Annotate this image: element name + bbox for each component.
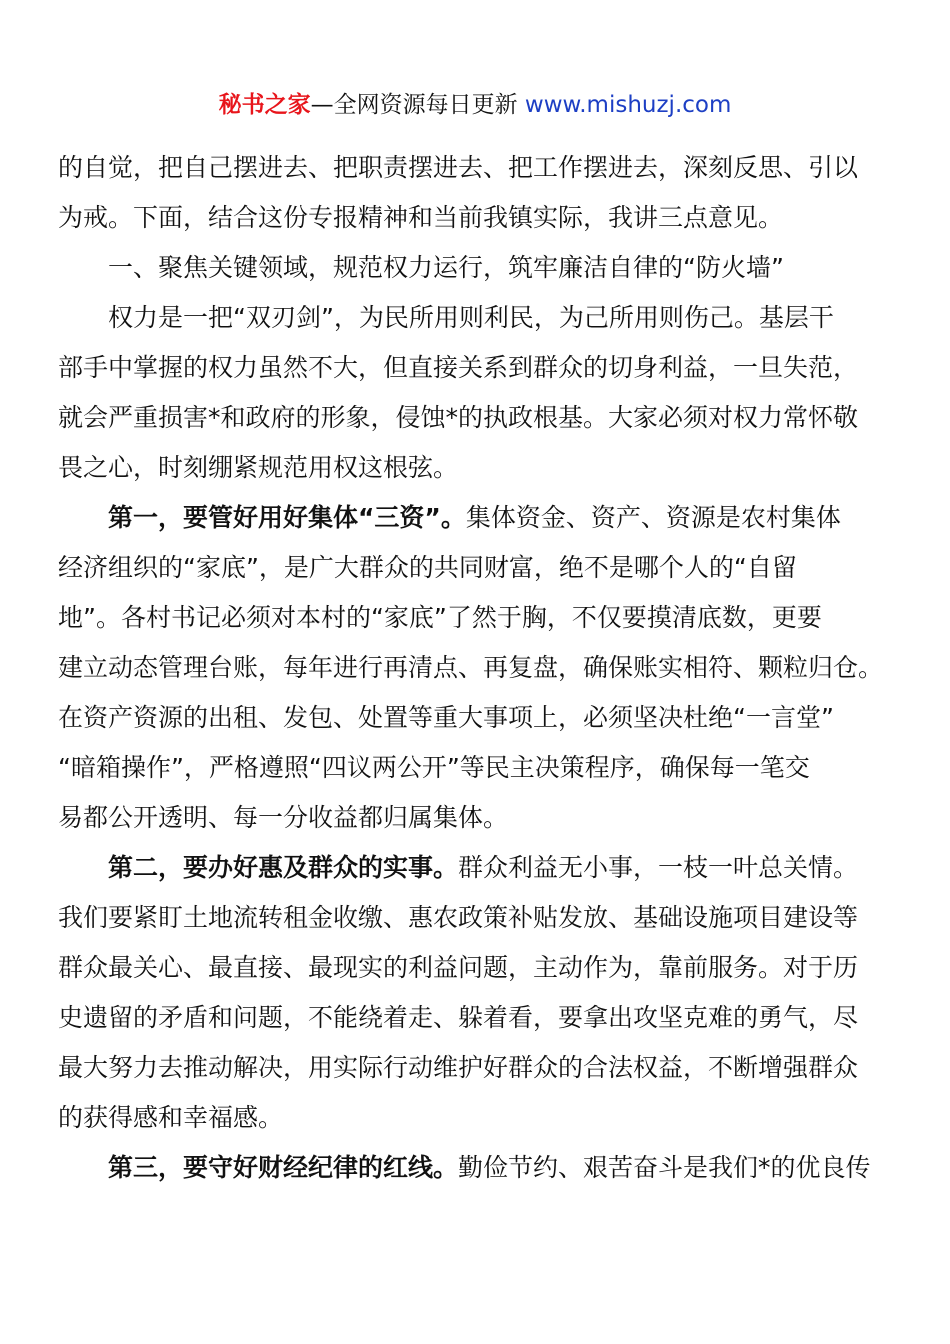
page-header bbox=[0, 88, 950, 122]
text-line: 建立动态管理台账，每年进行再清点、再复盘，确保账实相符、颗粒归仓。 bbox=[58, 653, 884, 682]
text-line: 易都公开透明、每一分收益都归属集体。 bbox=[58, 803, 509, 832]
text-line: 畏之心，时刻绷紧规范用权这根弦。 bbox=[58, 453, 459, 482]
brand-name: 秘书之家 bbox=[218, 92, 311, 118]
paragraph-first-line bbox=[58, 493, 890, 543]
document-body bbox=[58, 143, 890, 1193]
text-line: 在资产资源的出租、发包、处置等重大事项上，必须坚决杜绝“一言堂” bbox=[58, 703, 834, 732]
website-link[interactable]: www.mishuzj.com bbox=[524, 92, 732, 118]
text-line: 最大努力去推动解决，用实际行动维护好群众的合法权益，不断增强群众 bbox=[58, 1053, 859, 1082]
text-line: 经济组织的“家底”，是广大群众的共同财富，绝不是哪个人的“自留 bbox=[58, 553, 797, 582]
text-line: 我们要紧盯土地流转租金收缴、惠农政策补贴发放、基础设施项目建设等 bbox=[58, 903, 859, 932]
text-line: 群众最关心、最直接、最现实的利益问题，主动作为，靠前服务。对于历 bbox=[58, 953, 859, 982]
text-run: 勤俭节约、艰苦奋斗是我们*的优良传 bbox=[458, 1153, 871, 1182]
text-line: 地”。各村书记必须对本村的“家底”了然于胸，不仅要摸清底数，更要 bbox=[58, 603, 822, 632]
point-heading: 第二，要办好惠及群众的实事。 bbox=[108, 853, 459, 882]
text-line: “暗箱操作”，严格遵照“四议两公开”等民主决策程序，确保每一笔交 bbox=[58, 753, 810, 782]
text-line: 权力是一把“双刃剑”，为民所用则利民，为己所用则伤己。基层干 bbox=[108, 303, 834, 332]
section-heading: 一、聚焦关键领域，规范权力运行，筑牢廉洁自律的“防火墙” bbox=[108, 253, 784, 282]
paragraph-first-line bbox=[58, 843, 890, 893]
text-line: 史遗留的矛盾和问题，不能绕着走、躲着看，要拿出攻坚克难的勇气，尽 bbox=[58, 1003, 859, 1032]
header-tagline: —全网资源每日更新 bbox=[310, 92, 518, 118]
text-line: 为戒。下面，结合这份专报精神和当前我镇实际，我讲三点意见。 bbox=[58, 203, 784, 232]
text-line: 部手中掌握的权力虽然不大，但直接关系到群众的切身利益，一旦失范， bbox=[58, 353, 859, 382]
paragraph-first-line bbox=[58, 1143, 890, 1193]
text-run: 集体资金、资产、资源是农村集体 bbox=[465, 503, 841, 532]
text-line: 的获得感和幸福感。 bbox=[58, 1103, 284, 1132]
text-line: 的自觉，把自己摆进去、把职责摆进去、把工作摆进去，深刻反思、引以 bbox=[58, 153, 859, 182]
point-heading: 第三，要守好财经纪律的红线。 bbox=[108, 1153, 459, 1182]
text-run: 群众利益无小事，一枝一叶总关情。 bbox=[458, 853, 859, 882]
point-heading: 第一，要管好用好集体“三资”。 bbox=[108, 503, 466, 532]
text-line: 就会严重损害*和政府的形象，侵蚀*的执政根基。大家必须对权力常怀敬 bbox=[58, 403, 859, 432]
